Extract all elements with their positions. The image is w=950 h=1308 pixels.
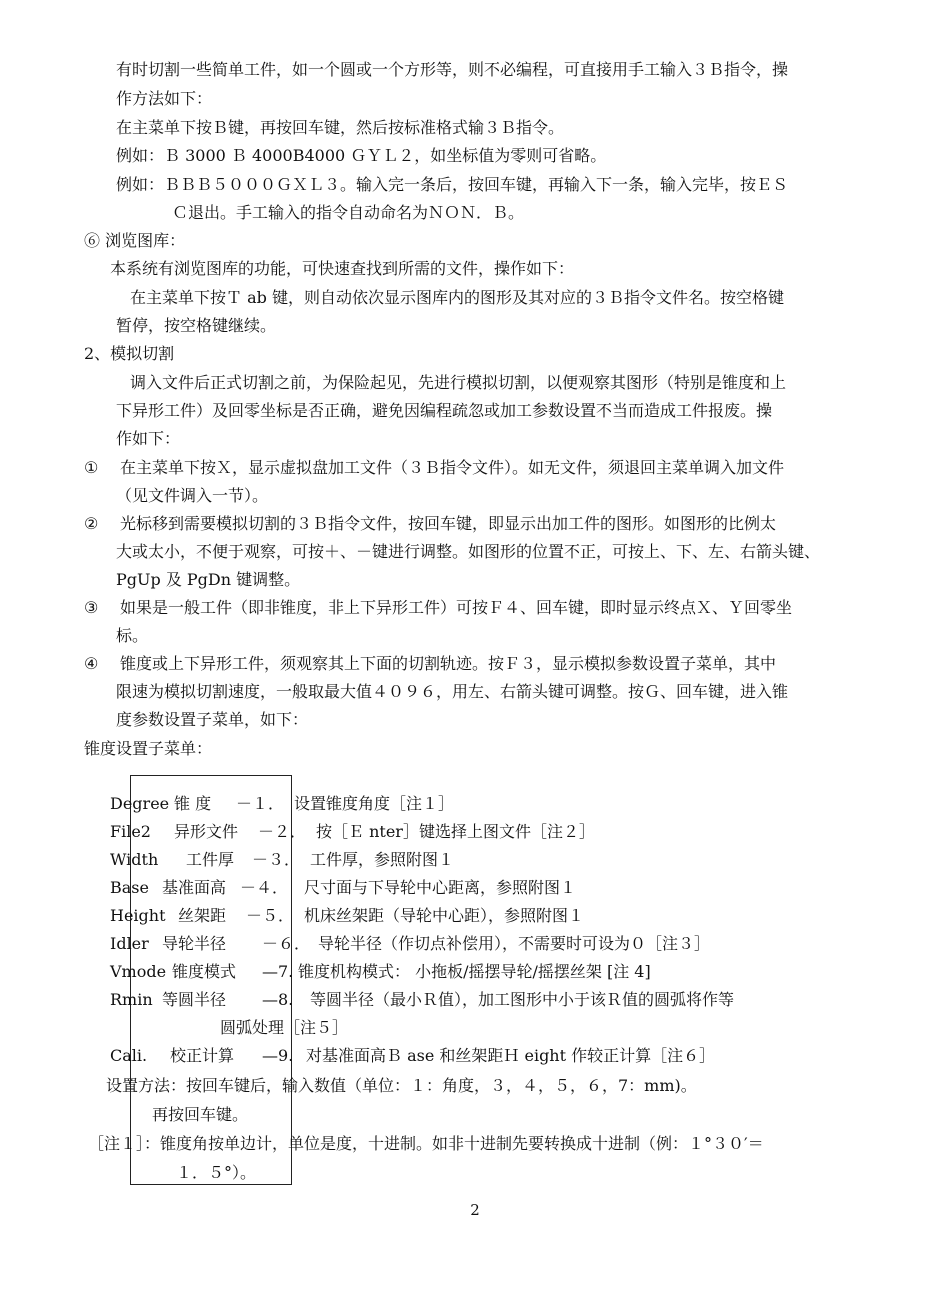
menu-name: 导轮半径 — [162, 934, 227, 953]
menu-desc: 机床丝架距（导轮中心距），参照附图１ — [304, 906, 585, 925]
menu-key: Idler — [110, 934, 149, 953]
menu-name: 工件厚 — [186, 850, 235, 869]
menu-key: Width — [110, 850, 159, 869]
browse-line-3: 暂停，按空格键继续。 — [116, 316, 277, 335]
menu-number: －２． — [258, 822, 307, 841]
intro-example-1: 例如：Ｂ 3000 Ｂ 4000B4000 ＧＹＬ２，如坐标值为零则可省略。 — [116, 146, 607, 165]
menu-number: —8. — [262, 990, 294, 1009]
note-1-line-1: ［注１］：锥度角按单边计，单位是度，十进制。如非十进制先要转换成十进制（例：１°３０′＝ — [88, 1134, 764, 1153]
simulate-para-1: 调入文件后正式切割之前，为保险起见，先进行模拟切割，以便观察其图形（特别是锥度和上 — [130, 373, 787, 392]
step-4-line-3: 度参数设置子菜单，如下： — [116, 710, 309, 729]
step-1-line-1: 在主菜单下按Ｘ，显示虚拟盘加工文件（３Ｂ指令文件）。如无文件，须退回主菜单调入加文件 — [120, 458, 785, 477]
menu-key: Base — [110, 878, 149, 897]
menu-key: Degree — [110, 794, 170, 813]
menu-desc: 锥度机构模式： 小拖板/摇摆导轮/摇摆丝架 [注 4] — [298, 962, 651, 981]
menu-number: －１． — [236, 794, 285, 813]
intro-line-1: 有时切割一些简单工件，如一个圆或一个方形等，则不必编程，可直接用手工输入３Ｂ指令，操 — [116, 60, 789, 79]
menu-number: —7. — [262, 962, 294, 981]
page-number: 2 — [470, 1201, 480, 1219]
browse-line-2: 在主菜单下按Ｔ ab 键，则自动依次显示图库内的图形及其对应的３Ｂ指令文件名。按空格键 — [130, 288, 784, 307]
menu-number: —9. — [262, 1046, 294, 1065]
step-1-line-2: （见文件调入一节）。 — [116, 486, 269, 505]
step-4-number: ④ — [84, 654, 99, 673]
step-1-number: ① — [84, 458, 99, 477]
menu-number: －４． — [240, 878, 289, 897]
browse-line-1: 本系统有浏览图库的功能，可快速查找到所需的文件，操作如下： — [110, 259, 575, 278]
menu-name: 锥 度 — [174, 794, 212, 813]
menu-name: 校正计算 — [170, 1046, 235, 1065]
menu-name: 异形文件 — [174, 822, 239, 841]
menu-desc: 导轮半径（作切点补偿用），不需要时可设为０［注３］ — [318, 934, 711, 953]
menu-name: 等圆半径 — [162, 990, 227, 1009]
intro-line-2: 作方法如下： — [116, 89, 213, 108]
setup-method-line-1: 设置方法：按回车键后，输入数值（单位：１：角度，３，４，５，６，7：mm)。 — [106, 1076, 697, 1095]
step-2-number: ② — [84, 514, 99, 533]
taper-menu-title: 锥度设置子菜单： — [84, 739, 213, 758]
menu-number: －６． — [262, 934, 311, 953]
intro-example-2: 例如：ＢＢＢ５０００ＧＸＬ３。输入完一条后，按回车键，再输入下一条，输入完毕，按ＥＳ — [116, 175, 789, 194]
menu-desc: 尺寸面与下导轮中心距离，参照附图１ — [304, 878, 577, 897]
step-2-line-1: 光标移到需要模拟切割的３Ｂ指令文件，按回车键，即显示出加工件的图形。如图形的比例太 — [120, 514, 777, 533]
step-3-line-2: 标。 — [116, 626, 149, 645]
intro-line-3: 在主菜单下按Ｂ键，再按回车键，然后按标准格式输３Ｂ指令。 — [116, 118, 565, 137]
menu-key: Height — [110, 906, 166, 925]
step-2-line-3: PgUp 及 PgDn 键调整。 — [116, 570, 301, 589]
note-1-line-2: １．５°）。 — [176, 1163, 257, 1182]
menu-desc: 对基准面高Ｂ ase 和丝架距Ｈ eight 作较正计算［注６］ — [306, 1046, 716, 1065]
menu-number: －５． — [246, 906, 295, 925]
menu-key: Cali. — [110, 1046, 148, 1065]
menu-desc: 等圆半径（最小Ｒ值），加工图形中小于该Ｒ值的圆弧将作等 — [310, 990, 735, 1009]
step-4-line-2: 限速为模拟切割速度，一般取最大值４０９６，用左、右箭头键可调整。按Ｇ、回车键，进入锥 — [116, 682, 789, 701]
menu-name: 丝架距 — [178, 906, 227, 925]
menu-key: Vmode — [110, 962, 167, 981]
menu-number: －３． — [252, 850, 301, 869]
browse-heading: ⑥ 浏览图库： — [84, 231, 186, 250]
menu-rmin-continuation: 圆弧处理［注５］ — [220, 1018, 349, 1037]
step-3-number: ③ — [84, 598, 99, 617]
menu-name: 锥度模式 — [172, 962, 237, 981]
menu-key: Rmin — [110, 990, 153, 1009]
step-4-line-1: 锥度或上下异形工件，须观察其上下面的切割轨迹。按Ｆ３，显示模拟参数设置子菜单，其中 — [120, 654, 777, 673]
step-2-line-2: 大或太小，不便于观察，可按＋、－键进行调整。如图形的位置不正，可按上、下、左、右箭头键、 — [116, 542, 821, 561]
simulate-heading: 2、模拟切割 — [84, 344, 175, 363]
menu-desc: 按［Ｅ nter］键选择上图文件［注２］ — [316, 822, 595, 841]
menu-name: 基准面高 — [162, 878, 227, 897]
simulate-para-3: 作如下： — [116, 429, 181, 448]
menu-desc: 工件厚，参照附图１ — [310, 850, 455, 869]
step-3-line-1: 如果是一般工件（即非锥度，非上下异形工件）可按Ｆ４、回车键，即时显示终点Ｘ、Ｙ回零坐 — [120, 598, 793, 617]
menu-key: File2 — [110, 822, 151, 841]
menu-desc: 设置锥度角度［注１］ — [294, 794, 455, 813]
setup-method-line-2: 再按回车键。 — [152, 1105, 249, 1124]
simulate-para-2: 下异形工件）及回零坐标是否正确，避免因编程疏忽或加工参数设置不当而造成工件报废。操 — [116, 401, 773, 420]
intro-example-2-cont: Ｃ退出。手工输入的指令自动命名为ＮＯＮ．Ｂ。 — [172, 203, 525, 222]
